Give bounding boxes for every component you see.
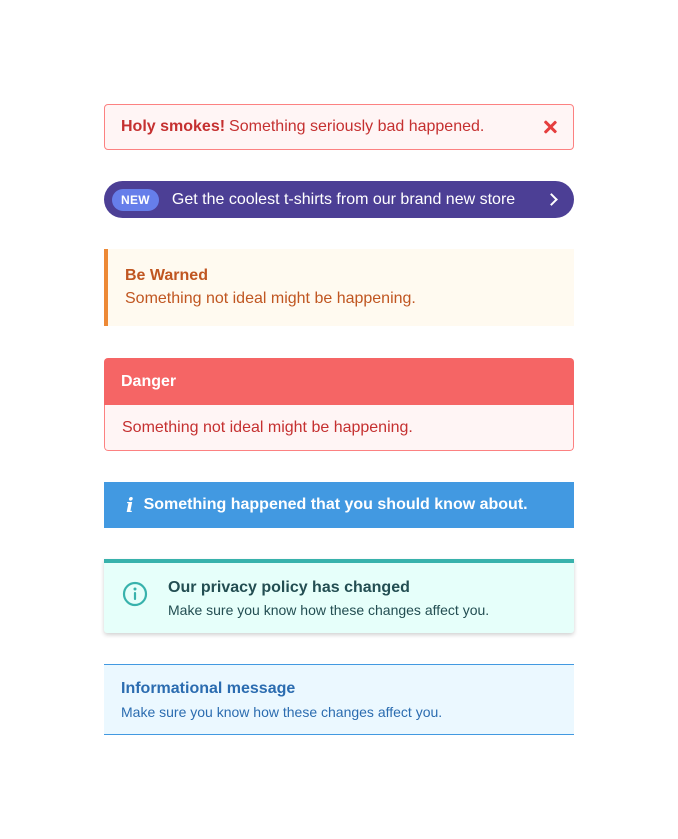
alert-info-banner: [104, 482, 574, 528]
chevron-right-icon: [545, 193, 558, 206]
alert-message: Get the coolest t-shirts from our brand new store: [171, 190, 516, 208]
alert-danger: [104, 358, 574, 451]
alert-new-store[interactable]: [104, 181, 574, 218]
alert-warning: [104, 249, 574, 326]
alert-title: Holy smokes!: [121, 118, 226, 135]
alert-title: Informational message: [121, 680, 296, 697]
alert-title: Our privacy policy has changed: [168, 579, 410, 596]
info-icon: i: [126, 493, 134, 517]
alert-holy-smokes: [104, 104, 574, 150]
new-badge: NEW: [112, 189, 159, 211]
alert-text: [168, 579, 489, 617]
alert-informational: [104, 664, 574, 735]
info-circle-icon: [122, 581, 148, 607]
close-icon[interactable]: [543, 120, 557, 134]
alert-title: Be Warned: [125, 267, 208, 284]
alert-message: Something happened that you should know about.: [143, 496, 528, 513]
alert-message: Something not ideal might be happening.: [125, 290, 416, 307]
alert-message: Make sure you know how these changes affect you.: [168, 602, 490, 618]
alert-message: Something not ideal might be happening.: [104, 405, 574, 451]
alert-message: Make sure you know how these changes affect you.: [121, 704, 443, 720]
alert-privacy: [104, 559, 574, 633]
alert-message: Something seriously bad happened.: [229, 118, 485, 135]
alert-title: Danger: [104, 358, 574, 405]
